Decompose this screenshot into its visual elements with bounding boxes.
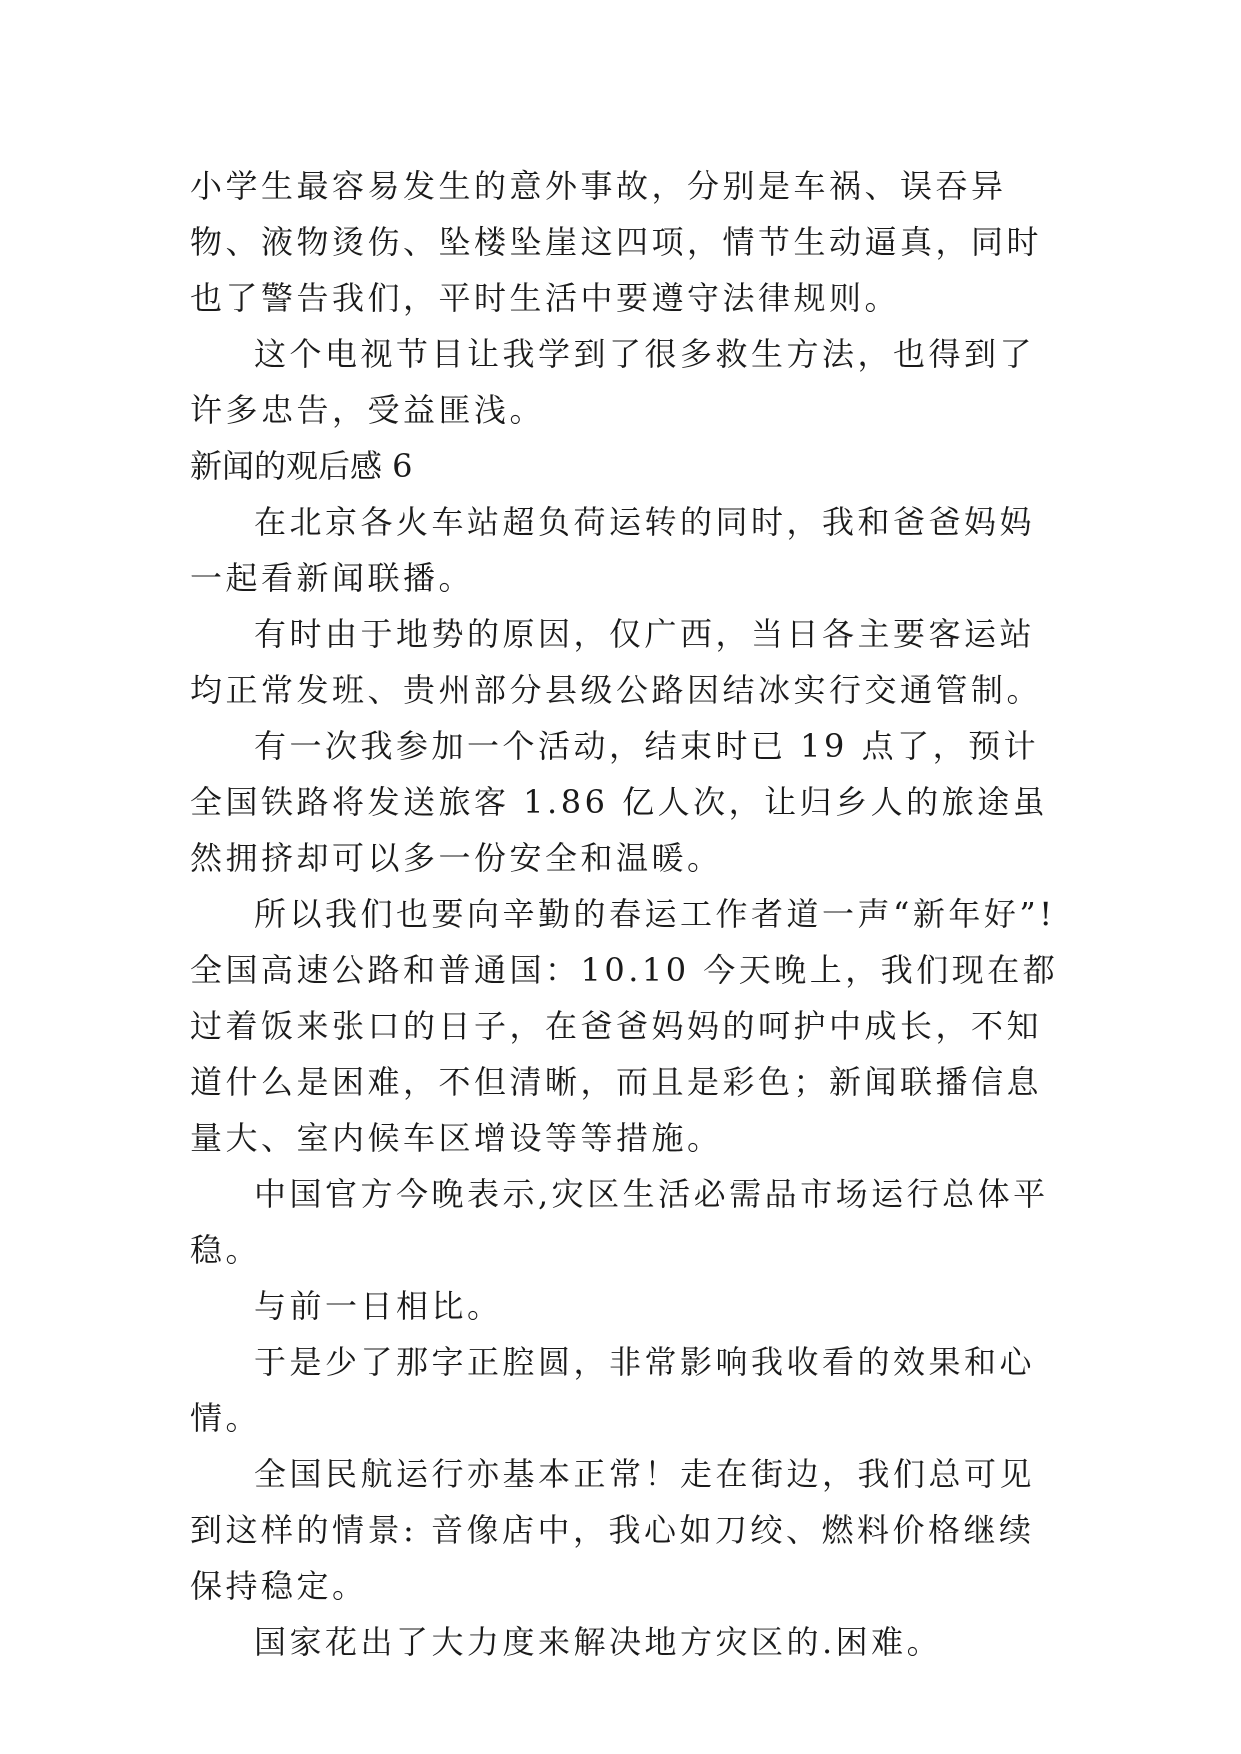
paragraph-aviation: 全国民航运行亦基本正常！走在街边，我们总可见到这样的情景: 音像店中，我心如刀绞、燃料价格继续保持稳定。	[190, 1455, 1036, 1605]
paragraph-effect: 于是少了那字正腔圆，非常影响我收看的效果和心情。	[190, 1343, 1036, 1437]
paragraph-highways: 全国高速公路和普通国：10.10 今天晚上，我们现在都过着饭来张口的日子，在爸爸妈妈的呵护中成长，不知道什么是困难，不但清晰，而且是彩色；新闻联播信息量大、室内候车区增设等等措施。	[190, 951, 1059, 1157]
section-heading: 新闻的观后感 6	[190, 447, 413, 485]
document-body	[190, 158, 1060, 1670]
paragraph-activity: 有一次我参加一个活动，结束时已 19 点了，预计全国铁路将发送旅客 1.86 亿人次，让归乡人的旅途虽然拥挤却可以多一份安全和温暖。	[190, 727, 1049, 877]
paragraph-lessons: 这个电视节目让我学到了很多救生方法，也得到了许多忠告，受益匪浅。	[190, 335, 1036, 429]
paragraph-accidents: 小学生最容易发生的意外事故，分别是车祸、误吞异物、液物烫伤、坠楼坠崖这四项，情节生动逼真，同时也了警告我们，平时生活中要遵守法律规则。	[190, 167, 1043, 317]
paragraph-beijing-stations: 在北京各火车站超负荷运转的同时，我和爸爸妈妈一起看新闻联播。	[190, 503, 1036, 597]
paragraph-comparison: 与前一日相比。	[254, 1287, 503, 1325]
paragraph-official-statement: 中国官方今晚表示,灾区生活必需品市场运行总体平稳。	[190, 1175, 1049, 1269]
paragraph-terrain: 有时由于地势的原因，仅广西，当日各主要客运站均正常发班、贵州部分县级公路因结冰实行交通管制。	[190, 615, 1043, 709]
paragraph-disaster-relief: 国家花出了大力度来解决地方灾区的.困难。	[254, 1623, 943, 1661]
paragraph-greeting: 所以我们也要向辛勤的春运工作者道一声“新年好”!	[254, 895, 1056, 933]
